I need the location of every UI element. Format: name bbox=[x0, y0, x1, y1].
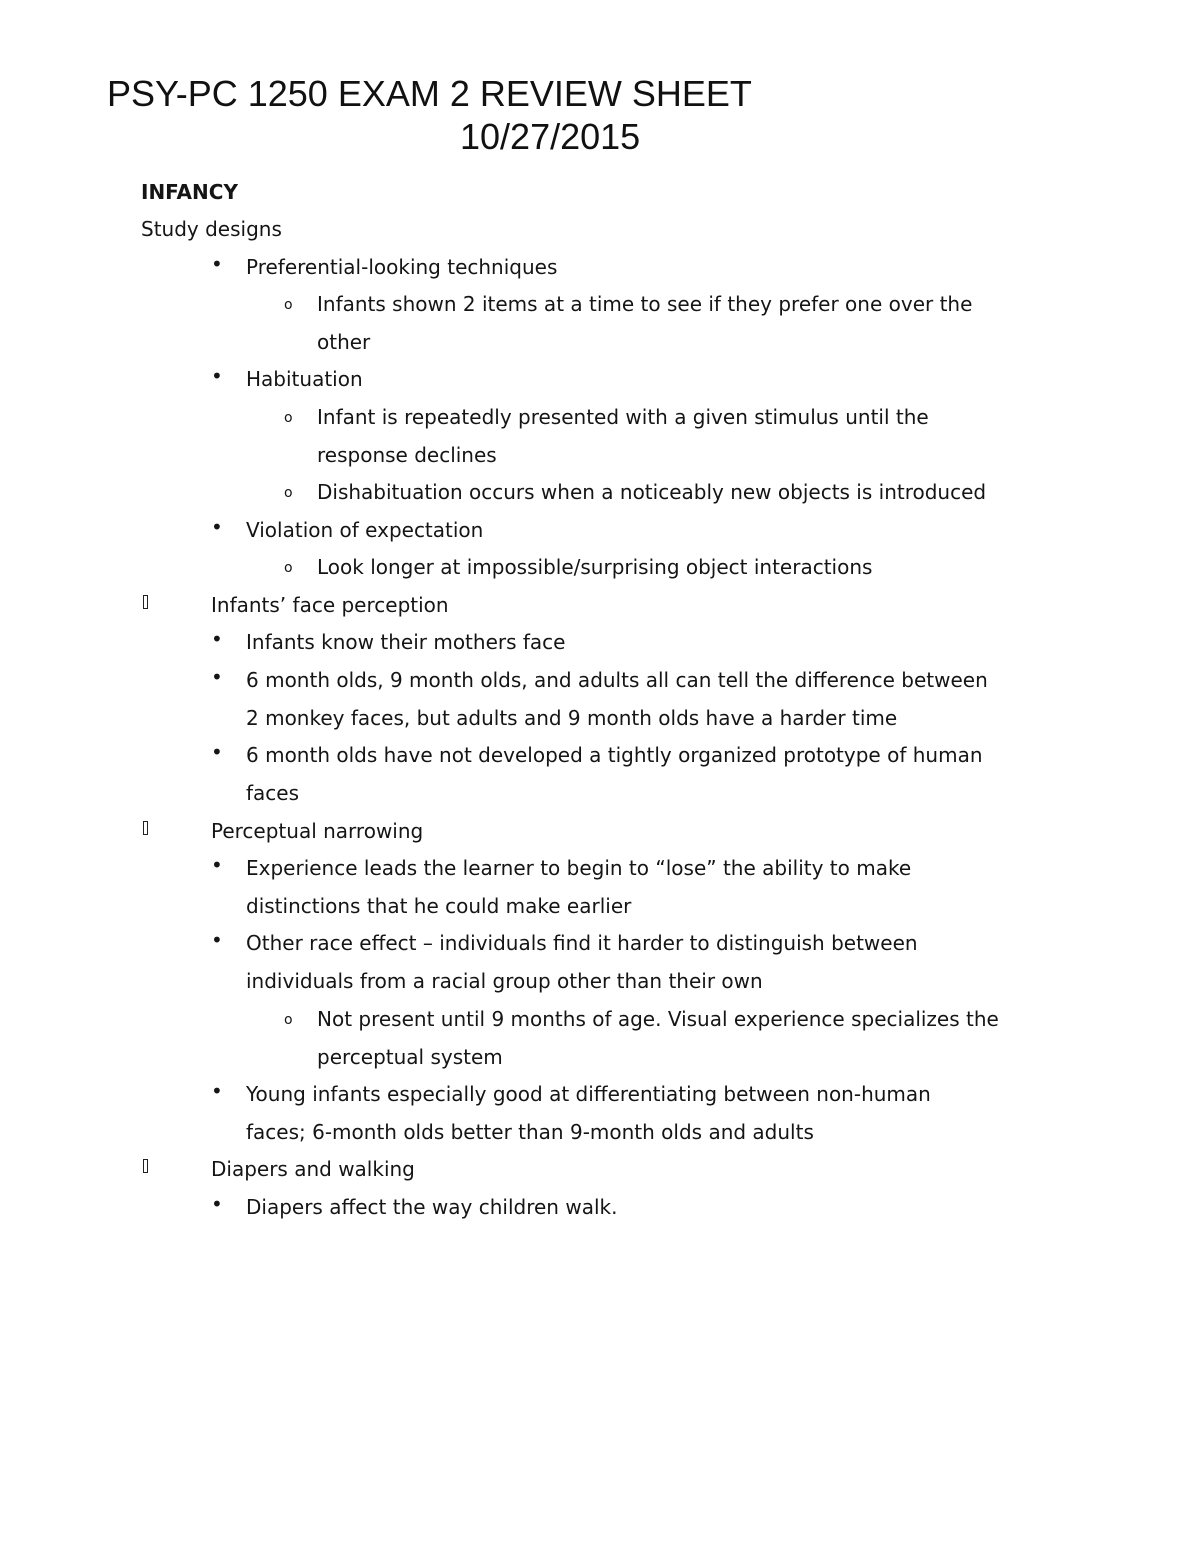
topic-label: Perceptual narrowing bbox=[211, 819, 424, 843]
list-item-continuation: individuals from a racial group other than their own bbox=[246, 969, 763, 993]
list-item-continuation: perceptual system bbox=[317, 1045, 503, 1069]
bullet-icon: • bbox=[211, 364, 223, 388]
list-item: Diapers affect the way children walk. bbox=[246, 1195, 618, 1219]
list-item: 6 month olds have not developed a tightly organized prototype of human bbox=[246, 743, 983, 767]
list-item: Habituation bbox=[246, 367, 363, 391]
list-item: Young infants especially good at differentiating between non-human bbox=[246, 1082, 931, 1106]
document-date: 10/27/2015 bbox=[460, 116, 641, 157]
bullet-icon: • bbox=[211, 665, 223, 689]
list-item: Preferential-looking techniques bbox=[246, 255, 558, 279]
topic-label: Infants’ face perception bbox=[211, 593, 449, 617]
list-item-continuation: faces; 6-month olds better than 9-month olds and adults bbox=[246, 1120, 814, 1144]
list-item-continuation: other bbox=[317, 330, 371, 354]
bullet-icon: • bbox=[211, 740, 223, 764]
circle-bullet-icon: o bbox=[284, 1012, 293, 1028]
topic-label: Diapers and walking bbox=[211, 1157, 415, 1181]
study-designs-label: Study designs bbox=[141, 217, 282, 241]
list-item: Other race effect – individuals find it harder to distinguish between bbox=[246, 931, 918, 955]
list-item-continuation: response declines bbox=[317, 443, 497, 467]
section-heading: INFANCY bbox=[141, 180, 238, 204]
list-item: Look longer at impossible/surprising object interactions bbox=[317, 555, 873, 579]
checkbox-glyph-icon bbox=[143, 821, 148, 835]
list-item: Infants shown 2 items at a time to see if they prefer one over the bbox=[317, 292, 973, 316]
circle-bullet-icon: o bbox=[284, 410, 293, 426]
list-item-continuation: faces bbox=[246, 781, 300, 805]
bullet-icon: • bbox=[211, 252, 223, 276]
list-item: Dishabituation occurs when a noticeably new objects is introduced bbox=[317, 480, 987, 504]
circle-bullet-icon: o bbox=[284, 560, 293, 576]
list-item: Violation of expectation bbox=[246, 518, 484, 542]
document-title: PSY-PC 1250 EXAM 2 REVIEW SHEET bbox=[107, 73, 752, 114]
list-item: 6 month olds, 9 month olds, and adults all can tell the difference between bbox=[246, 668, 988, 692]
circle-bullet-icon: o bbox=[284, 297, 293, 313]
bullet-icon: • bbox=[211, 853, 223, 877]
list-item-continuation: distinctions that he could make earlier bbox=[246, 894, 632, 918]
checkbox-glyph-icon bbox=[143, 1159, 148, 1173]
bullet-icon: • bbox=[211, 627, 223, 651]
bullet-icon: • bbox=[211, 1079, 223, 1103]
checkbox-glyph-icon bbox=[143, 595, 148, 609]
list-item: Infants know their mothers face bbox=[246, 630, 566, 654]
bullet-icon: • bbox=[211, 515, 223, 539]
list-item: Experience leads the learner to begin to “lose” the ability to make bbox=[246, 856, 912, 880]
list-item-continuation: 2 monkey faces, but adults and 9 month olds have a harder time bbox=[246, 706, 898, 730]
list-item: Infant is repeatedly presented with a given stimulus until the bbox=[317, 405, 929, 429]
list-item: Not present until 9 months of age. Visual experience specializes the bbox=[317, 1007, 999, 1031]
bullet-icon: • bbox=[211, 928, 223, 952]
circle-bullet-icon: o bbox=[284, 485, 293, 501]
bullet-icon: • bbox=[211, 1192, 223, 1216]
